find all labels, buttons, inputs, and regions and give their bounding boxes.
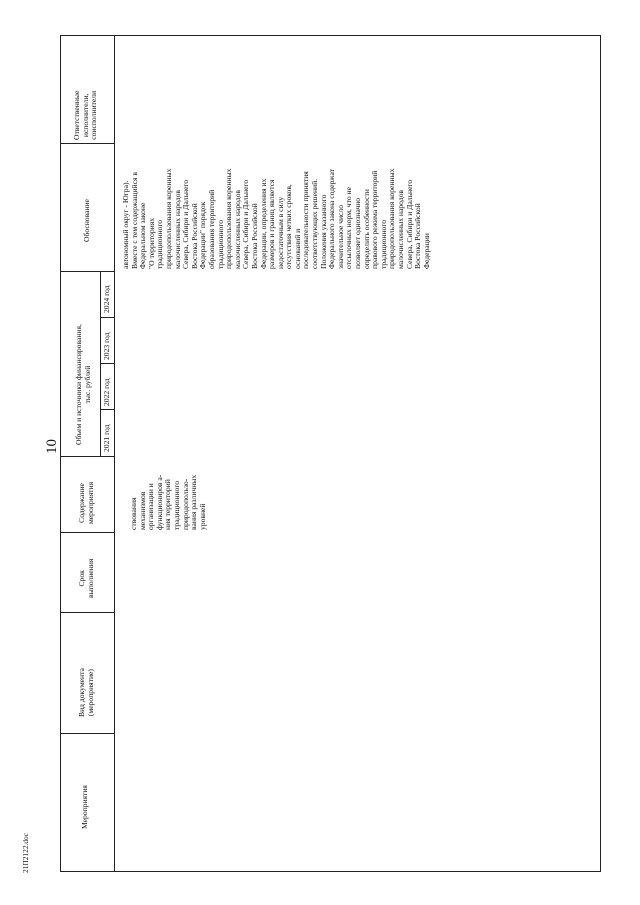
header-soderzhanie: [78, 482, 95, 524]
obosn-line: Севера, Сибири и Дальнего: [241, 179, 251, 269]
header-divider: [114, 35, 115, 872]
table-border-bottom: [60, 871, 601, 872]
header-finance-line1: Объем и источники финансирования,: [74, 324, 83, 445]
year-sep-3: [100, 409, 115, 410]
obosn-line: оснований и: [292, 228, 302, 269]
obosn-line: традиционного: [378, 219, 388, 269]
obosn-line: малочисленных народов: [172, 190, 182, 269]
soderzhanie-line: механизмов: [137, 491, 147, 530]
col-sep-finance: [60, 456, 115, 457]
header-otv-line3: соисполнители: [89, 90, 99, 140]
soderzhanie-line: вания различных: [189, 474, 199, 530]
soderzhanie-line: природопользо-: [180, 478, 190, 530]
obosn-line: недостаточным в силу: [275, 196, 285, 269]
header-vid: [78, 668, 95, 717]
obosn-line: Федерации: [421, 233, 431, 269]
header-otv: [73, 91, 99, 140]
header-srok: [78, 559, 95, 598]
obosn-line: Федеральном законе: [138, 202, 148, 269]
obosn-line: Положения указанного: [318, 194, 328, 269]
obosn-line: Федерации, определения их: [258, 178, 268, 269]
table-border-top: [60, 35, 601, 36]
finance-subheader-line: [100, 271, 101, 457]
obosn-line: автономный округ - Югра).: [121, 180, 130, 269]
header-otv-line1: Ответственные: [72, 90, 81, 140]
header-obosn: Обоснование: [82, 199, 91, 242]
year-sep-1: [100, 317, 115, 318]
obosn-line: Востока Российской: [189, 203, 199, 269]
header-vid-line1: Вид документа: [77, 668, 86, 717]
header-vid-line2: (мероприятие): [85, 669, 95, 717]
obosn-line: малочисленных народов: [232, 190, 242, 269]
header-finance: [75, 324, 92, 445]
obosn-line: правового режима территорий: [370, 170, 380, 269]
obosn-line: Севера, Сибири и Дальнего: [404, 179, 414, 269]
soderzhanie-line: уровней: [197, 503, 207, 530]
header-srok-line1: Срок: [77, 570, 86, 587]
cell-obosn: [122, 169, 431, 269]
obosn-line: значительное число: [335, 204, 345, 269]
table-border-right: [600, 35, 601, 872]
header-finance-line2: тыс. рублей: [82, 365, 92, 404]
obosn-line: отсутствия четких сроков,: [284, 184, 294, 269]
col-sep-soderzh: [60, 532, 115, 533]
year-2022: 2022 год: [102, 378, 111, 406]
header-otv-line2: исполнители,: [80, 93, 90, 138]
obosn-line: Востока Российской: [249, 203, 259, 269]
year-2021: 2021 год: [102, 424, 111, 452]
obosn-line: малочисленных народов: [396, 190, 405, 269]
obosn-line: размеров и границ является: [267, 179, 277, 269]
col-sep-otv: [60, 143, 115, 144]
obosn-line: природопользования коренных: [163, 168, 173, 269]
col-sep-vid: [60, 733, 115, 734]
page-number: 10: [44, 439, 60, 454]
obosn-line: традиционного: [155, 219, 165, 269]
obosn-line: Севера, Сибири и Дальнего: [181, 179, 191, 269]
obosn-line: "О территориях: [146, 218, 156, 269]
obosn-line: позволяет однозначно: [353, 197, 363, 269]
soderzhanie-line: организации и: [146, 483, 156, 530]
year-sep-2: [100, 363, 115, 364]
col-sep-obosn: [60, 271, 115, 272]
obosn-line: образования территорий: [206, 189, 216, 269]
obosn-line: Федерального закона содержат: [327, 169, 337, 269]
obosn-line: природопользования коренных: [224, 168, 234, 269]
obosn-line: соответствующих решений.: [310, 178, 320, 269]
soderzhanie-line: ствования: [129, 497, 138, 530]
doc-code: 21П2122.doc: [21, 832, 30, 873]
header-soderzhanie-line2: мероприятия: [85, 481, 95, 524]
obosn-line: определить особенности: [361, 189, 371, 269]
col-sep-srok: [60, 612, 115, 613]
soderzhanie-line: ния территорий: [163, 479, 173, 530]
obosn-line: Федерации" порядок: [198, 201, 208, 269]
header-soderzhanie-line1: Содержание: [77, 483, 86, 523]
cell-soderzhanie: [130, 475, 207, 530]
obosn-line: Востока Российской: [413, 203, 423, 269]
obosn-line: отсылочных норм, что не: [344, 187, 354, 269]
year-2023: 2023 год: [102, 332, 111, 360]
soderzhanie-line: традиционного: [171, 480, 181, 530]
obosn-line: природопользования коренных: [387, 168, 397, 269]
obosn-line: традиционного: [215, 219, 225, 269]
obosn-line: Вместе с тем содержащийся в: [129, 172, 139, 269]
table-border-left: [60, 35, 61, 872]
soderzhanie-line: функциониров а-: [154, 474, 164, 530]
obosn-line: последовательности принятия: [301, 171, 311, 269]
year-2024: 2024 год: [102, 285, 111, 313]
header-srok-line2: выполнения: [85, 558, 95, 598]
header-mero: Мероприятия: [80, 785, 89, 829]
